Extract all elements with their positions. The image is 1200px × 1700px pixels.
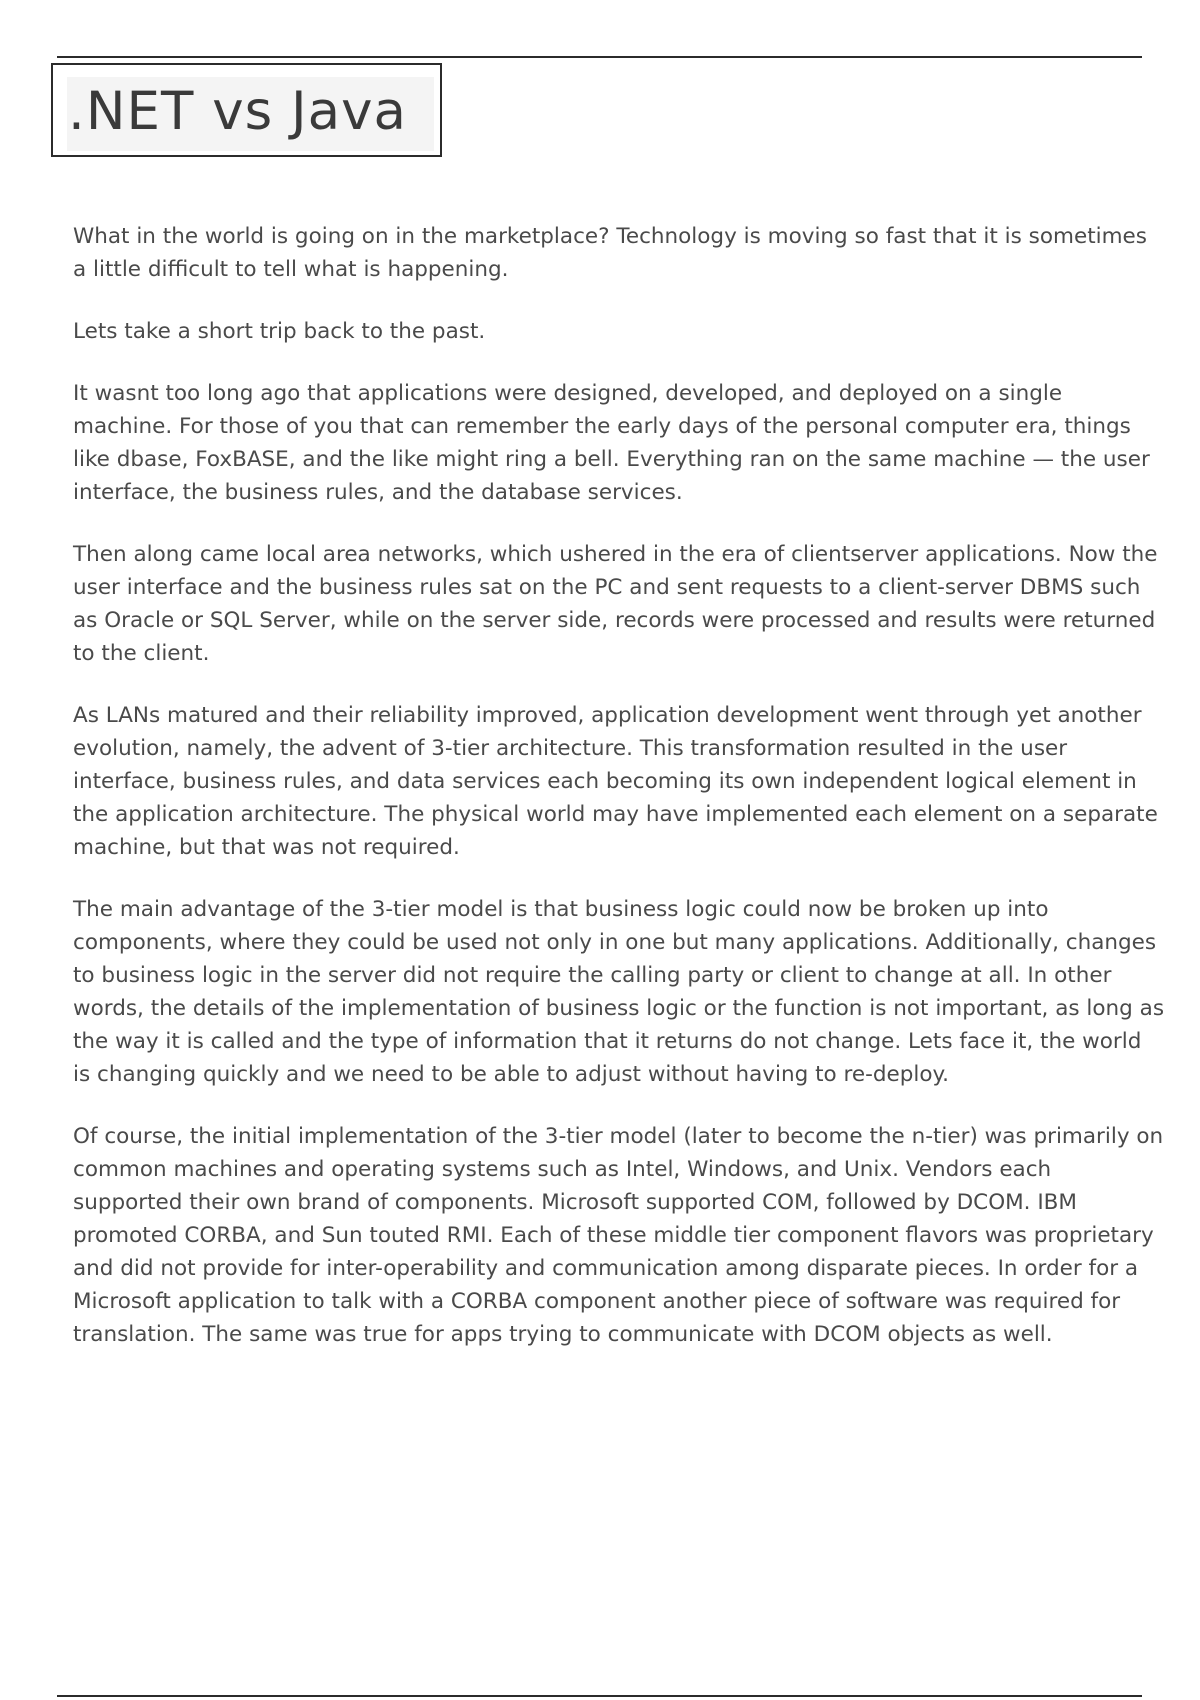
article-body (73, 220, 1165, 1380)
top-rule (57, 56, 1142, 58)
paragraph-7: Of course, the initial implementation of the 3-tier model (later to become the n-tier) was primarily on common machines and operating systems such as Intel, Windows, and Unix. Vendors each supported their own brand of components. Microsoft supported COM, followed by DCOM. IBM promoted CORBA, and Sun touted RMI. Each of these middle tier component flavors was proprietary and did not provide for inter-operability and communication among disparate pieces. In order for a Microsoft application to talk with a CORBA component another piece of software was required for translation. The same was true for apps trying to communicate with DCOM objects as well. (73, 1124, 1164, 1347)
paragraph-2: Lets take a short trip back to the past. (73, 319, 486, 344)
paragraph-3: It wasnt too long ago that applications were designed, developed, and deployed on a single machine. For those of you that can remember the early days of the personal computer era, things like dbase, FoxBASE, and the like might ring a bell. Everything ran on the same machine — the user interface, the business rules, and the database services. (73, 381, 1150, 505)
title-box (51, 63, 442, 157)
paragraph-4: Then along came local area networks, which ushered in the era of clientserver applications. Now the user interface and the business rules sat on the PC and sent requests to a client-server DBMS such as Oracle or SQL Server, while on the server side, records were processed and results were returned to the client. (73, 542, 1158, 666)
paragraph-1: What in the world is going on in the marketplace? Technology is moving so fast that it is sometimes a little difficult to tell what is happening. (73, 224, 1147, 282)
paragraph-6: The main advantage of the 3-tier model is that business logic could now be broken up into components, where they could be used not only in one but many applications. Additionally, changes to business logic in the server did not require the calling party or client to change at all. In other words, the details of the implementation of business logic or the function is not important, as long as the way it is called and the type of information that it returns do not change. Lets face it, the world is changing quickly and we need to be able to adjust without having to re-deploy. (73, 897, 1165, 1087)
bottom-rule (57, 1695, 1142, 1697)
page-title: .NET vs Java (68, 81, 407, 142)
paragraph-5: As LANs matured and their reliability improved, application development went through yet another evolution, namely, the advent of 3-tier architecture. This transformation resulted in the user interface, business rules, and data services each becoming its own independent logical element in the application architecture. The physical world may have implemented each element on a separate machine, but that was not required. (73, 703, 1158, 860)
